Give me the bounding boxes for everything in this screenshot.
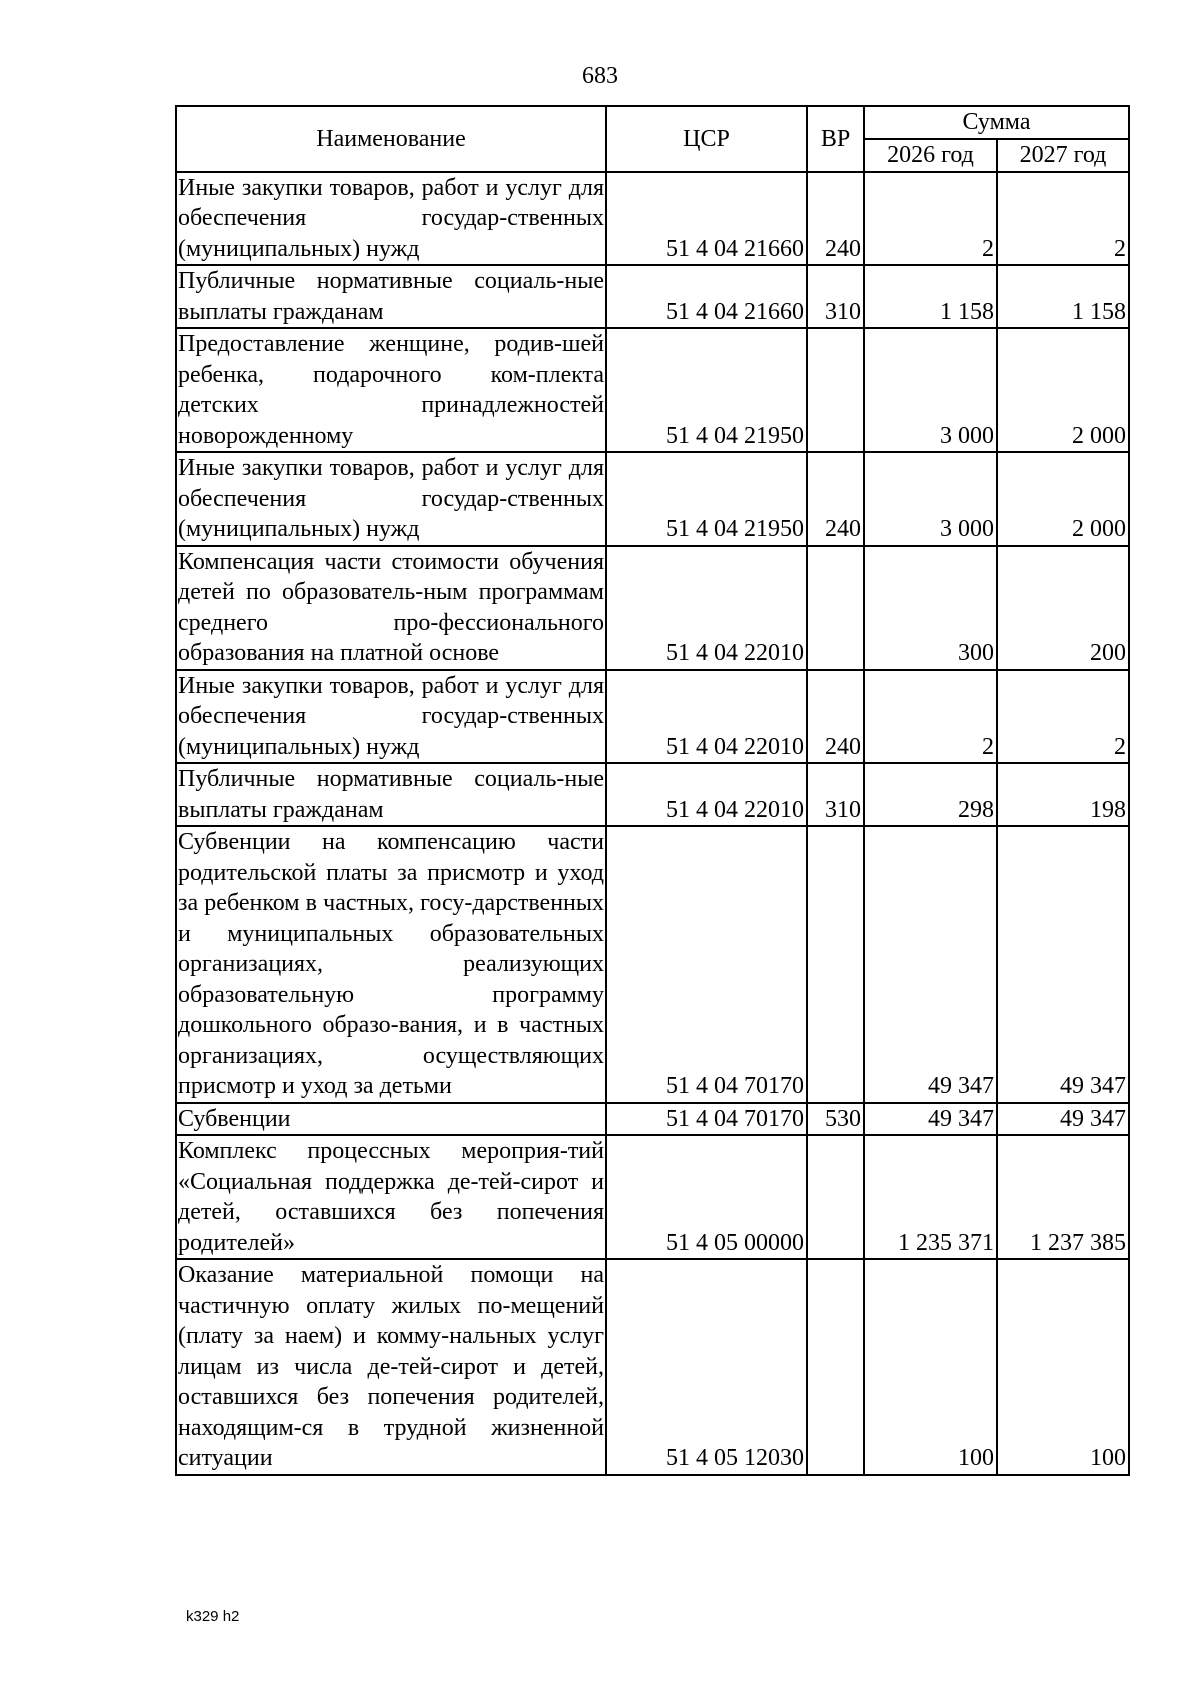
row-name: Субвенции [176,1103,606,1136]
row-csr: 51 4 04 70170 [606,1103,807,1136]
row-sum-2027: 2 [997,172,1129,266]
row-name: Иные закупки товаров, работ и услуг для обеспечения государ-ственных (муниципальных) нужд [176,670,606,764]
row-csr: 51 4 04 70170 [606,826,807,1103]
row-sum-2027: 200 [997,546,1129,670]
row-sum-2026: 100 [864,1259,997,1475]
row-name: Предоставление женщине, родив-шей ребенка, подарочного ком-плекта детских принадлежностей новорожденному [176,328,606,452]
row-sum-2027: 49 347 [997,826,1129,1103]
row-vr: 240 [807,452,864,546]
row-sum-2027: 100 [997,1259,1129,1475]
header-year-2027: 2027 год [997,139,1129,172]
row-vr: 310 [807,265,864,328]
table-row [176,172,1129,266]
row-csr: 51 4 04 22010 [606,546,807,670]
table-row [176,1259,1129,1475]
row-sum-2027: 2 [997,670,1129,764]
table-row [176,826,1129,1103]
row-sum-2026: 1 158 [864,265,997,328]
footer-code: k329 h2 [186,1608,240,1625]
row-vr: 310 [807,763,864,826]
table-row [176,265,1129,328]
table-row [176,1103,1129,1136]
header-year-2026: 2026 год [864,139,997,172]
row-sum-2027: 2 000 [997,452,1129,546]
row-name: Иные закупки товаров, работ и услуг для обеспечения государ-ственных (муниципальных) нужд [176,172,606,266]
header-sum: Сумма [864,106,1129,139]
row-vr [807,1135,864,1259]
table-row [176,452,1129,546]
table-header [176,106,1129,172]
header-csr: ЦСР [606,106,807,172]
table-row [176,1135,1129,1259]
row-sum-2026: 3 000 [864,328,997,452]
row-sum-2027: 198 [997,763,1129,826]
row-csr: 51 4 04 21660 [606,265,807,328]
row-name: Компенсация части стоимости обучения детей по образователь-ным программам среднего про-фессионального образования на платной основе [176,546,606,670]
row-vr: 530 [807,1103,864,1136]
table-row [176,763,1129,826]
row-sum-2026: 298 [864,763,997,826]
row-sum-2027: 1 158 [997,265,1129,328]
row-name: Комплекс процессных мероприя-тий «Социальная поддержка де-тей-сирот и детей, оставшихся без попечения родителей» [176,1135,606,1259]
budget-table [175,105,1130,1476]
row-csr: 51 4 05 12030 [606,1259,807,1475]
row-name: Публичные нормативные социаль-ные выплаты гражданам [176,265,606,328]
row-csr: 51 4 04 22010 [606,763,807,826]
header-vr: ВР [807,106,864,172]
row-vr [807,546,864,670]
row-csr: 51 4 04 21660 [606,172,807,266]
row-csr: 51 4 05 00000 [606,1135,807,1259]
row-name: Иные закупки товаров, работ и услуг для обеспечения государ-ственных (муниципальных) нужд [176,452,606,546]
row-name: Субвенции на компенсацию части родительской платы за присмотр и уход за ребенком в частных, госу-дарственных и муниципальных образовательных организациях, реализующих образовательную программу дошкольного образо-вания, и в частных организациях, осуществляющих присмотр и уход за детьми [176,826,606,1103]
row-name: Оказание материальной помощи на частичную оплату жилых по-мещений (плату за наем) и комму-нальных услуг лицам из числа де-тей-сирот и детей, оставшихся без попечения родителей, находящим-ся в трудной жизненной ситуации [176,1259,606,1475]
table-body [176,172,1129,1475]
row-sum-2027: 49 347 [997,1103,1129,1136]
row-vr [807,826,864,1103]
row-sum-2027: 2 000 [997,328,1129,452]
row-sum-2026: 300 [864,546,997,670]
row-sum-2026: 2 [864,172,997,266]
row-sum-2026: 49 347 [864,1103,997,1136]
row-sum-2027: 1 237 385 [997,1135,1129,1259]
table-row [176,670,1129,764]
row-vr [807,1259,864,1475]
table-row [176,546,1129,670]
row-vr: 240 [807,172,864,266]
page-number: 683 [582,63,618,89]
table-row [176,328,1129,452]
row-sum-2026: 1 235 371 [864,1135,997,1259]
row-vr [807,328,864,452]
row-csr: 51 4 04 21950 [606,452,807,546]
row-csr: 51 4 04 22010 [606,670,807,764]
row-csr: 51 4 04 21950 [606,328,807,452]
row-vr: 240 [807,670,864,764]
row-name: Публичные нормативные социаль-ные выплаты гражданам [176,763,606,826]
header-name: Наименование [176,106,606,172]
row-sum-2026: 49 347 [864,826,997,1103]
row-sum-2026: 3 000 [864,452,997,546]
row-sum-2026: 2 [864,670,997,764]
